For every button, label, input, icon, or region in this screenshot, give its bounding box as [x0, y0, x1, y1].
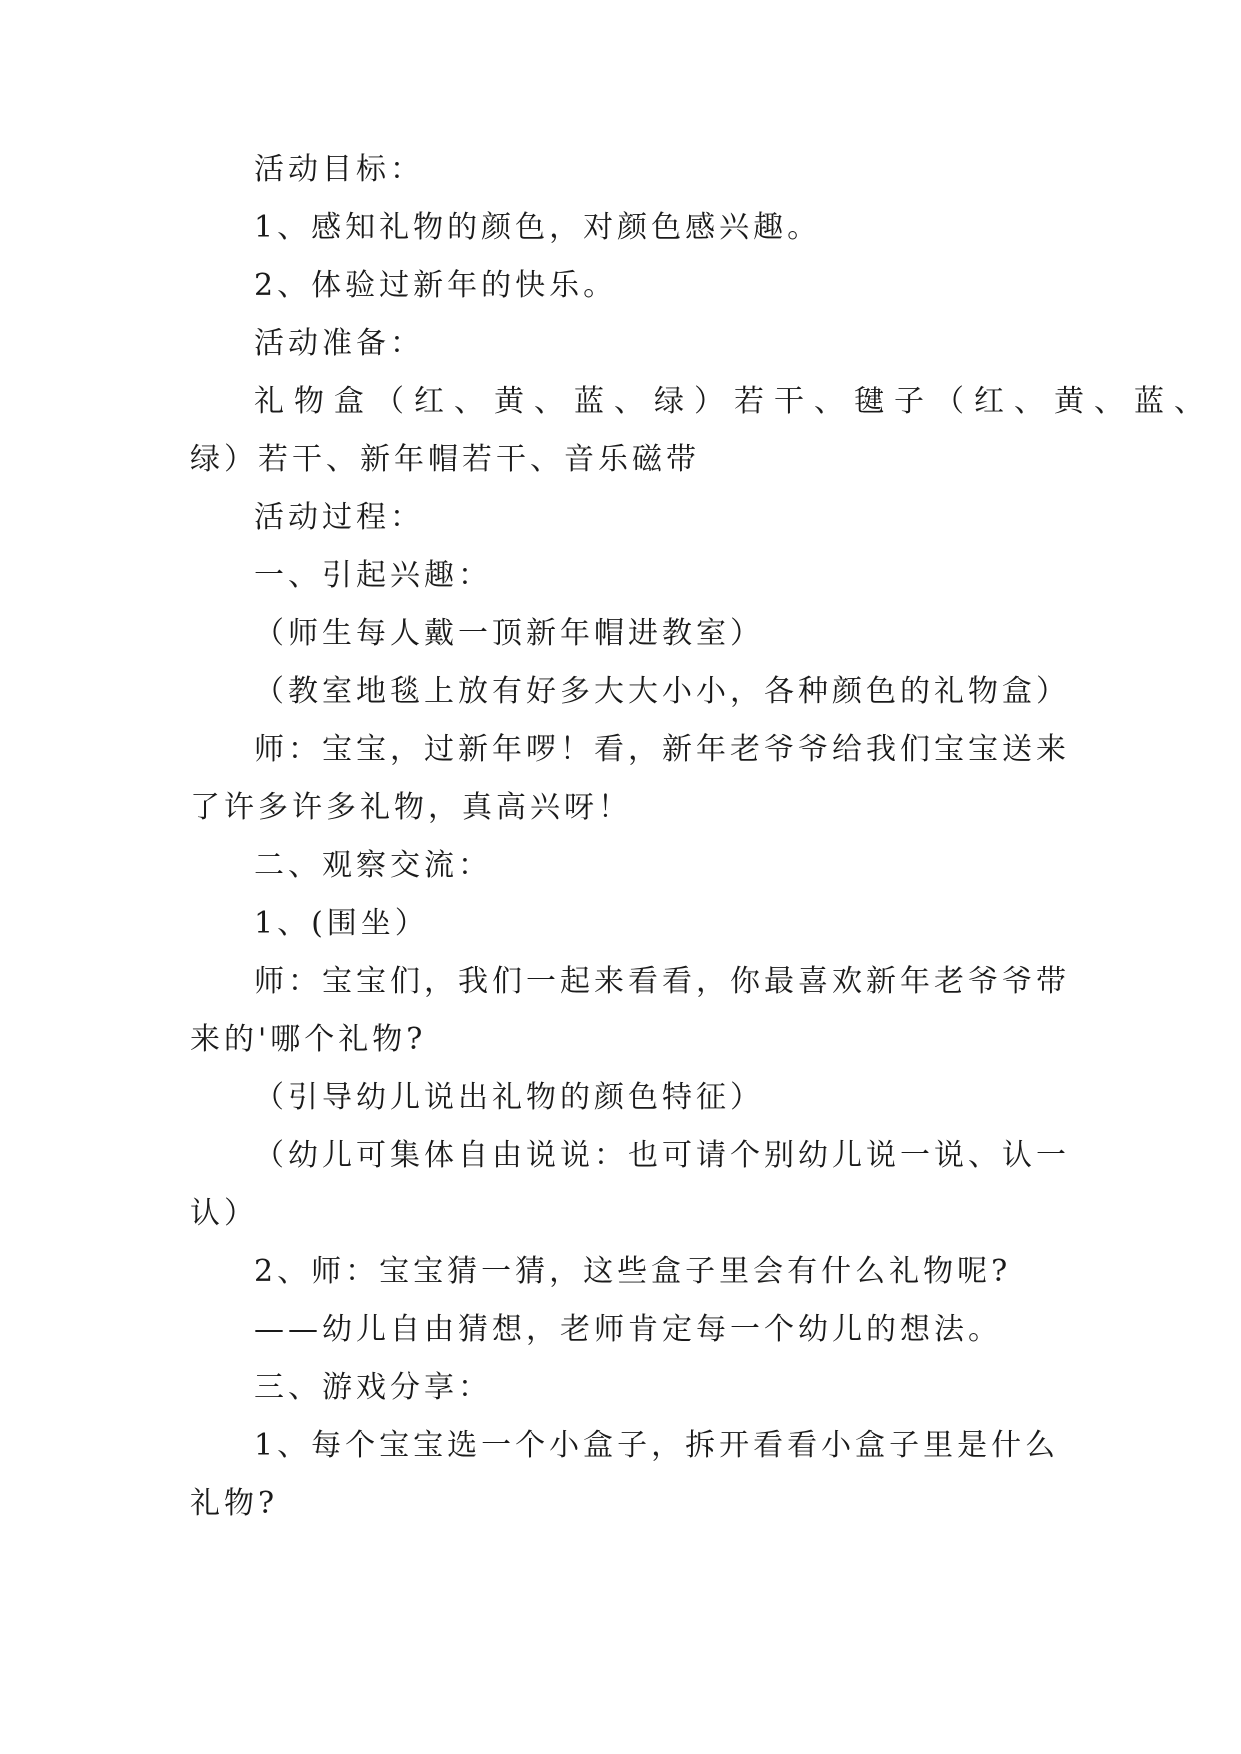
prep-text-line-1: 礼物盒（红、黄、蓝、绿）若干、毽子（红、黄、蓝、: [254, 384, 1214, 419]
game-step-1-line-1: 1、每个宝宝选一个小盒子，拆开看看小盒子里是什么: [254, 1428, 1060, 1463]
teacher-speech-1-line-1: 师：宝宝，过新年啰！看，新年老爷爷给我们宝宝送来: [254, 732, 1070, 767]
heading-activity-process: 活动过程：: [254, 500, 424, 535]
game-step-1-line-2: 礼物?: [190, 1486, 279, 1521]
teacher-speech-2-line-1: 师：宝宝们，我们一起来看看，你最喜欢新年老爷爷带: [254, 964, 1070, 999]
section-1-title: 一、引起兴趣：: [254, 558, 492, 593]
teacher-speech-1-line-2: 了许多许多礼物，真高兴呀！: [190, 790, 632, 825]
stage-direction-4-line-1: （幼儿可集体自由说说：也可请个别幼儿说一说、认一: [254, 1138, 1070, 1173]
heading-activity-goals: 活动目标：: [254, 152, 424, 187]
step-2-guess: 2、师：宝宝猜一猜，这些盒子里会有什么礼物呢?: [254, 1254, 1012, 1289]
heading-activity-prep: 活动准备：: [254, 326, 424, 361]
stage-direction-2: （教室地毯上放有好多大大小小，各种颜色的礼物盒）: [254, 674, 1070, 709]
goal-item-2: 2、体验过新年的快乐。: [254, 268, 618, 303]
guess-note: ——幼儿自由猜想，老师肯定每一个幼儿的想法。: [254, 1312, 1002, 1347]
stage-direction-4-line-2: 认）: [190, 1196, 258, 1231]
goal-item-1: 1、感知礼物的颜色，对颜色感兴趣。: [254, 210, 822, 245]
teacher-speech-2-line-2: 来的'哪个礼物?: [190, 1022, 427, 1057]
step-1-sit: 1、(围坐）: [254, 906, 429, 941]
stage-direction-1: （师生每人戴一顶新年帽进教室）: [254, 616, 764, 651]
prep-text-line-2: 绿）若干、新年帽若干、音乐磁带: [190, 442, 700, 477]
stage-direction-3: （引导幼儿说出礼物的颜色特征）: [254, 1080, 764, 1115]
section-2-title: 二、观察交流：: [254, 848, 492, 883]
section-3-title: 三、游戏分享：: [254, 1370, 492, 1405]
